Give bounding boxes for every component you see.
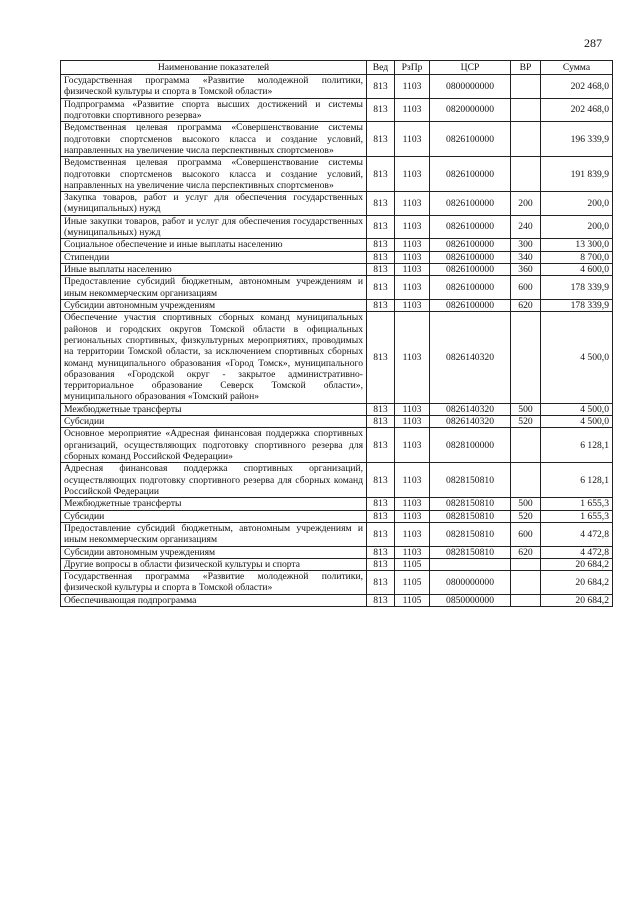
budget-table xyxy=(60,60,613,607)
cell-name: Субсидии автономным учреждениям xyxy=(61,299,367,311)
cell-name: Обеспечение участия спортивных сборных команд муниципальных районов и городских округов Томской области в официальных региональных спортивных, физкультурных мероприятиях, проводимых на территории Томской области, за исключением спортивных сборных команд муниципального образования «Город Томск», муниципального образования «Городской округ - закрытое административно-территориальное образование Северск Томской области», муниципального образования «Томский район» xyxy=(61,312,367,404)
header-sum: Сумма xyxy=(541,61,613,75)
cell-csr: 0828150810 xyxy=(430,522,511,546)
cell-rzpr: 1103 xyxy=(395,546,430,558)
cell-rzpr: 1103 xyxy=(395,498,430,510)
cell-vr: 340 xyxy=(511,251,541,263)
cell-name: Государственная программа «Развитие молодежной политики, физической культуры и спорта в Томской области» xyxy=(61,571,367,595)
cell-vr: 360 xyxy=(511,264,541,276)
cell-sum: 13 300,0 xyxy=(541,239,613,251)
cell-vr: 200 xyxy=(511,192,541,216)
cell-ved: 813 xyxy=(367,312,395,404)
cell-ved: 813 xyxy=(367,75,395,99)
cell-csr: 0826100000 xyxy=(430,276,511,300)
cell-csr: 0826100000 xyxy=(430,251,511,263)
cell-rzpr: 1103 xyxy=(395,264,430,276)
cell-rzpr: 1103 xyxy=(395,463,430,498)
cell-rzpr: 1103 xyxy=(395,98,430,122)
cell-ved: 813 xyxy=(367,571,395,595)
cell-ved: 813 xyxy=(367,594,395,606)
cell-csr: 0826100000 xyxy=(430,122,511,157)
cell-ved: 813 xyxy=(367,558,395,570)
cell-rzpr: 1103 xyxy=(395,510,430,522)
cell-csr: 0826100000 xyxy=(430,157,511,192)
cell-ved: 813 xyxy=(367,510,395,522)
cell-name: Межбюджетные трансферты xyxy=(61,498,367,510)
cell-sum: 202 468,0 xyxy=(541,98,613,122)
cell-sum: 4 600,0 xyxy=(541,264,613,276)
cell-ved: 813 xyxy=(367,276,395,300)
cell-sum: 6 128,1 xyxy=(541,428,613,463)
cell-csr: 0826140320 xyxy=(430,403,511,415)
table-row xyxy=(61,546,613,558)
table-row xyxy=(61,428,613,463)
cell-rzpr: 1103 xyxy=(395,403,430,415)
cell-sum: 4 472,8 xyxy=(541,522,613,546)
cell-vr: 500 xyxy=(511,403,541,415)
cell-csr: 0850000000 xyxy=(430,594,511,606)
cell-name: Стипендии xyxy=(61,251,367,263)
cell-rzpr: 1105 xyxy=(395,594,430,606)
cell-vr: 520 xyxy=(511,416,541,428)
cell-rzpr: 1103 xyxy=(395,157,430,192)
table-row xyxy=(61,276,613,300)
cell-ved: 813 xyxy=(367,522,395,546)
cell-sum: 4 472,8 xyxy=(541,546,613,558)
cell-rzpr: 1105 xyxy=(395,558,430,570)
cell-vr xyxy=(511,312,541,404)
cell-sum: 20 684,2 xyxy=(541,571,613,595)
header-rzpr: РзПр xyxy=(395,61,430,75)
cell-name: Иные закупки товаров, работ и услуг для обеспечения государственных (муниципальных) нужд xyxy=(61,215,367,239)
cell-ved: 813 xyxy=(367,157,395,192)
cell-name: Закупка товаров, работ и услуг для обеспечения государственных (муниципальных) нужд xyxy=(61,192,367,216)
cell-sum: 191 839,9 xyxy=(541,157,613,192)
cell-csr xyxy=(430,558,511,570)
cell-rzpr: 1103 xyxy=(395,299,430,311)
cell-csr: 0826100000 xyxy=(430,192,511,216)
cell-ved: 813 xyxy=(367,192,395,216)
table-row xyxy=(61,416,613,428)
cell-ved: 813 xyxy=(367,403,395,415)
cell-name: Социальное обеспечение и иные выплаты населению xyxy=(61,239,367,251)
cell-rzpr: 1103 xyxy=(395,75,430,99)
cell-csr: 0828150810 xyxy=(430,498,511,510)
table-row xyxy=(61,403,613,415)
cell-ved: 813 xyxy=(367,251,395,263)
cell-rzpr: 1105 xyxy=(395,571,430,595)
table-row xyxy=(61,192,613,216)
cell-sum: 200,0 xyxy=(541,192,613,216)
cell-csr: 0826100000 xyxy=(430,264,511,276)
table-row xyxy=(61,122,613,157)
cell-name: Субсидии xyxy=(61,510,367,522)
cell-name: Адресная финансовая поддержка спортивных организаций, осуществляющих подготовку спортивного резерва для сборных команд Российской Федерации xyxy=(61,463,367,498)
table-row xyxy=(61,558,613,570)
cell-vr: 520 xyxy=(511,510,541,522)
cell-ved: 813 xyxy=(367,98,395,122)
cell-name: Другие вопросы в области физической культуры и спорта xyxy=(61,558,367,570)
cell-ved: 813 xyxy=(367,498,395,510)
cell-ved: 813 xyxy=(367,122,395,157)
table-row xyxy=(61,522,613,546)
cell-vr xyxy=(511,98,541,122)
cell-vr: 620 xyxy=(511,546,541,558)
cell-vr xyxy=(511,558,541,570)
cell-sum: 4 500,0 xyxy=(541,312,613,404)
cell-sum: 6 128,1 xyxy=(541,463,613,498)
cell-name: Подпрограмма «Развитие спорта высших достижений и системы подготовки спортивного резерва» xyxy=(61,98,367,122)
cell-sum: 196 339,9 xyxy=(541,122,613,157)
cell-sum: 4 500,0 xyxy=(541,403,613,415)
cell-rzpr: 1103 xyxy=(395,251,430,263)
cell-csr: 0826100000 xyxy=(430,299,511,311)
cell-name: Субсидии автономным учреждениям xyxy=(61,546,367,558)
table-row xyxy=(61,312,613,404)
cell-csr: 0800000000 xyxy=(430,75,511,99)
cell-vr: 500 xyxy=(511,498,541,510)
cell-ved: 813 xyxy=(367,416,395,428)
cell-sum: 178 339,9 xyxy=(541,276,613,300)
table-row xyxy=(61,594,613,606)
cell-ved: 813 xyxy=(367,215,395,239)
header-name: Наименование показателей xyxy=(61,61,367,75)
cell-name: Предоставление субсидий бюджетным, автономным учреждениям и иным некоммерческим организациям xyxy=(61,522,367,546)
table-row xyxy=(61,571,613,595)
cell-csr: 0828150810 xyxy=(430,546,511,558)
cell-ved: 813 xyxy=(367,546,395,558)
cell-name: Ведомственная целевая программа «Совершенствование системы подготовки спортсменов высокого класса и создание условий, направленных на увеличение числа перспективных спортсменов» xyxy=(61,122,367,157)
table-body xyxy=(61,75,613,607)
cell-sum: 20 684,2 xyxy=(541,594,613,606)
table-row xyxy=(61,215,613,239)
cell-ved: 813 xyxy=(367,428,395,463)
cell-name: Предоставление субсидий бюджетным, автономным учреждениям и иным некоммерческим организациям xyxy=(61,276,367,300)
cell-rzpr: 1103 xyxy=(395,239,430,251)
cell-csr: 0826100000 xyxy=(430,239,511,251)
table-row xyxy=(61,498,613,510)
cell-csr: 0828150810 xyxy=(430,510,511,522)
cell-vr: 240 xyxy=(511,215,541,239)
cell-vr: 600 xyxy=(511,522,541,546)
table-row xyxy=(61,299,613,311)
cell-rzpr: 1103 xyxy=(395,522,430,546)
cell-rzpr: 1103 xyxy=(395,192,430,216)
cell-csr: 0828100000 xyxy=(430,428,511,463)
cell-name: Ведомственная целевая программа «Совершенствование системы подготовки спортсменов высокого класса и создание условий, направленных на увеличение числа перспективных спортсменов» xyxy=(61,157,367,192)
cell-vr: 600 xyxy=(511,276,541,300)
cell-name: Основное мероприятие «Адресная финансовая поддержка спортивных организаций, осуществляющих подготовку спортивного резерва для сборных команд Российской Федерации» xyxy=(61,428,367,463)
cell-sum: 4 500,0 xyxy=(541,416,613,428)
cell-rzpr: 1103 xyxy=(395,215,430,239)
table-row xyxy=(61,75,613,99)
header-ved: Вед xyxy=(367,61,395,75)
table-row xyxy=(61,463,613,498)
cell-vr: 620 xyxy=(511,299,541,311)
cell-sum: 202 468,0 xyxy=(541,75,613,99)
table-row xyxy=(61,239,613,251)
cell-vr xyxy=(511,122,541,157)
cell-sum: 8 700,0 xyxy=(541,251,613,263)
cell-sum: 200,0 xyxy=(541,215,613,239)
cell-ved: 813 xyxy=(367,299,395,311)
cell-vr xyxy=(511,463,541,498)
cell-rzpr: 1103 xyxy=(395,122,430,157)
cell-sum: 178 339,9 xyxy=(541,299,613,311)
table-row xyxy=(61,510,613,522)
cell-csr: 0820000000 xyxy=(430,98,511,122)
cell-ved: 813 xyxy=(367,239,395,251)
table-row xyxy=(61,264,613,276)
cell-name: Межбюджетные трансферты xyxy=(61,403,367,415)
cell-sum: 1 655,3 xyxy=(541,498,613,510)
cell-ved: 813 xyxy=(367,463,395,498)
header-vr: ВР xyxy=(511,61,541,75)
cell-sum: 1 655,3 xyxy=(541,510,613,522)
cell-vr xyxy=(511,157,541,192)
cell-vr: 300 xyxy=(511,239,541,251)
cell-rzpr: 1103 xyxy=(395,428,430,463)
cell-name: Обеспечивающая подпрограмма xyxy=(61,594,367,606)
cell-csr: 0828150810 xyxy=(430,463,511,498)
cell-name: Иные выплаты населению xyxy=(61,264,367,276)
cell-vr xyxy=(511,594,541,606)
header-csr: ЦСР xyxy=(430,61,511,75)
cell-csr: 0826140320 xyxy=(430,312,511,404)
cell-rzpr: 1103 xyxy=(395,276,430,300)
page-number: 287 xyxy=(584,36,602,50)
table-row xyxy=(61,157,613,192)
cell-csr: 0826140320 xyxy=(430,416,511,428)
cell-name: Государственная программа «Развитие молодежной политики, физической культуры и спорта в Томской области» xyxy=(61,75,367,99)
table-row xyxy=(61,98,613,122)
cell-csr: 0826100000 xyxy=(430,215,511,239)
cell-vr xyxy=(511,428,541,463)
cell-vr xyxy=(511,571,541,595)
table-header-row xyxy=(61,61,613,75)
cell-name: Субсидии xyxy=(61,416,367,428)
cell-csr: 0800000000 xyxy=(430,571,511,595)
cell-ved: 813 xyxy=(367,264,395,276)
cell-vr xyxy=(511,75,541,99)
cell-rzpr: 1103 xyxy=(395,416,430,428)
table-row xyxy=(61,251,613,263)
cell-rzpr: 1103 xyxy=(395,312,430,404)
cell-sum: 20 684,2 xyxy=(541,558,613,570)
